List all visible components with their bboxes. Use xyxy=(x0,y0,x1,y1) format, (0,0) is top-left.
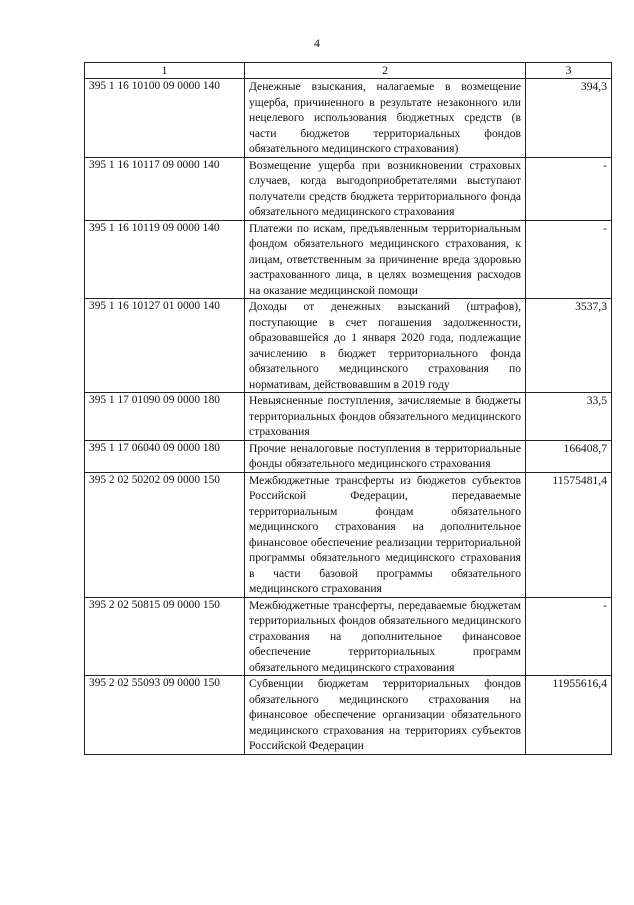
amount-cell: - xyxy=(526,220,612,299)
amount-cell: - xyxy=(526,597,612,676)
column-header-description: 2 xyxy=(245,63,526,79)
amount-cell: 11955616,4 xyxy=(526,676,612,755)
budget-code-cell: 395 1 16 10100 09 0000 140 xyxy=(85,79,245,158)
description-cell: Субвенции бюджетам территориальных фондов обязательного медицинского страхования на финансовое обеспечение организации обязательного медицинского страхования на территориях субъектов Российской Федерации xyxy=(245,676,526,755)
budget-code-cell: 395 1 17 06040 09 0000 180 xyxy=(85,440,245,472)
budget-code-cell: 395 2 02 50202 09 0000 150 xyxy=(85,472,245,597)
page-number: 4 xyxy=(314,36,320,50)
table-row xyxy=(85,79,612,158)
description-cell: Межбюджетные трансферты из бюджетов субъектов Российской Федерации, передаваемые территориальным фондам обязательного медицинского страхования на дополнительное финансовое обеспечение реализации территориальной программы обязательного медицинского страхования в части базовой программы обязательного медицинского страхования xyxy=(245,472,526,597)
description-cell: Межбюджетные трансферты, передаваемые бюджетам территориальных фондов обязательного медицинского страхования на дополнительное финансовое обеспечение территориальных программ обязательного медицинского страхования xyxy=(245,597,526,676)
amount-cell: 3537,3 xyxy=(526,299,612,393)
table-row xyxy=(85,220,612,299)
budget-code-cell: 395 1 16 10127 01 0000 140 xyxy=(85,299,245,393)
budget-code-cell: 395 1 17 01090 09 0000 180 xyxy=(85,393,245,441)
amount-cell: 394,3 xyxy=(526,79,612,158)
table-row xyxy=(85,472,612,597)
description-cell: Денежные взыскания, налагаемые в возмещение ущерба, причиненного в результате незаконного или нецелевого использования бюджетных средств (в части бюджетов территориальных фондов обязательного медицинского страхования) xyxy=(245,79,526,158)
description-cell: Платежи по искам, предъявленным территориальным фондом обязательного медицинского страхования, к лицам, ответственным за причинение вреда здоровью застрахованного лица, в целях возмещения расходов на оказание медицинской помощи xyxy=(245,220,526,299)
table-row xyxy=(85,157,612,220)
column-header-code: 1 xyxy=(85,63,245,79)
amount-cell: 33,5 xyxy=(526,393,612,441)
table-row xyxy=(85,440,612,472)
amount-cell: 11575481,4 xyxy=(526,472,612,597)
table-row xyxy=(85,597,612,676)
table-row xyxy=(85,676,612,755)
budget-code-cell: 395 1 16 10119 09 0000 140 xyxy=(85,220,245,299)
budget-code-cell: 395 1 16 10117 09 0000 140 xyxy=(85,157,245,220)
budget-revenue-table xyxy=(84,62,612,755)
table-header-row xyxy=(85,63,612,79)
amount-cell: - xyxy=(526,157,612,220)
budget-code-cell: 395 2 02 50815 09 0000 150 xyxy=(85,597,245,676)
table-row xyxy=(85,299,612,393)
description-cell: Доходы от денежных взысканий (штрафов), поступающие в счет погашения задолженности, образовавшейся до 1 января 2020 года, подлежащие зачислению в бюджет территориального фонда обязательного медицинского страхования по нормативам, действовавшим в 2019 году xyxy=(245,299,526,393)
budget-code-cell: 395 2 02 55093 09 0000 150 xyxy=(85,676,245,755)
table-row xyxy=(85,393,612,441)
description-cell: Прочие неналоговые поступления в территориальные фонды обязательного медицинского страхования xyxy=(245,440,526,472)
column-header-amount: 3 xyxy=(526,63,612,79)
amount-cell: 166408,7 xyxy=(526,440,612,472)
description-cell: Невыясненные поступления, зачисляемые в бюджеты территориальных фондов обязательного медицинского страхования xyxy=(245,393,526,441)
description-cell: Возмещение ущерба при возникновении страховых случаев, когда выгодоприобретателями выступают получатели средств бюджета территориального фонда обязательного медицинского страхования xyxy=(245,157,526,220)
